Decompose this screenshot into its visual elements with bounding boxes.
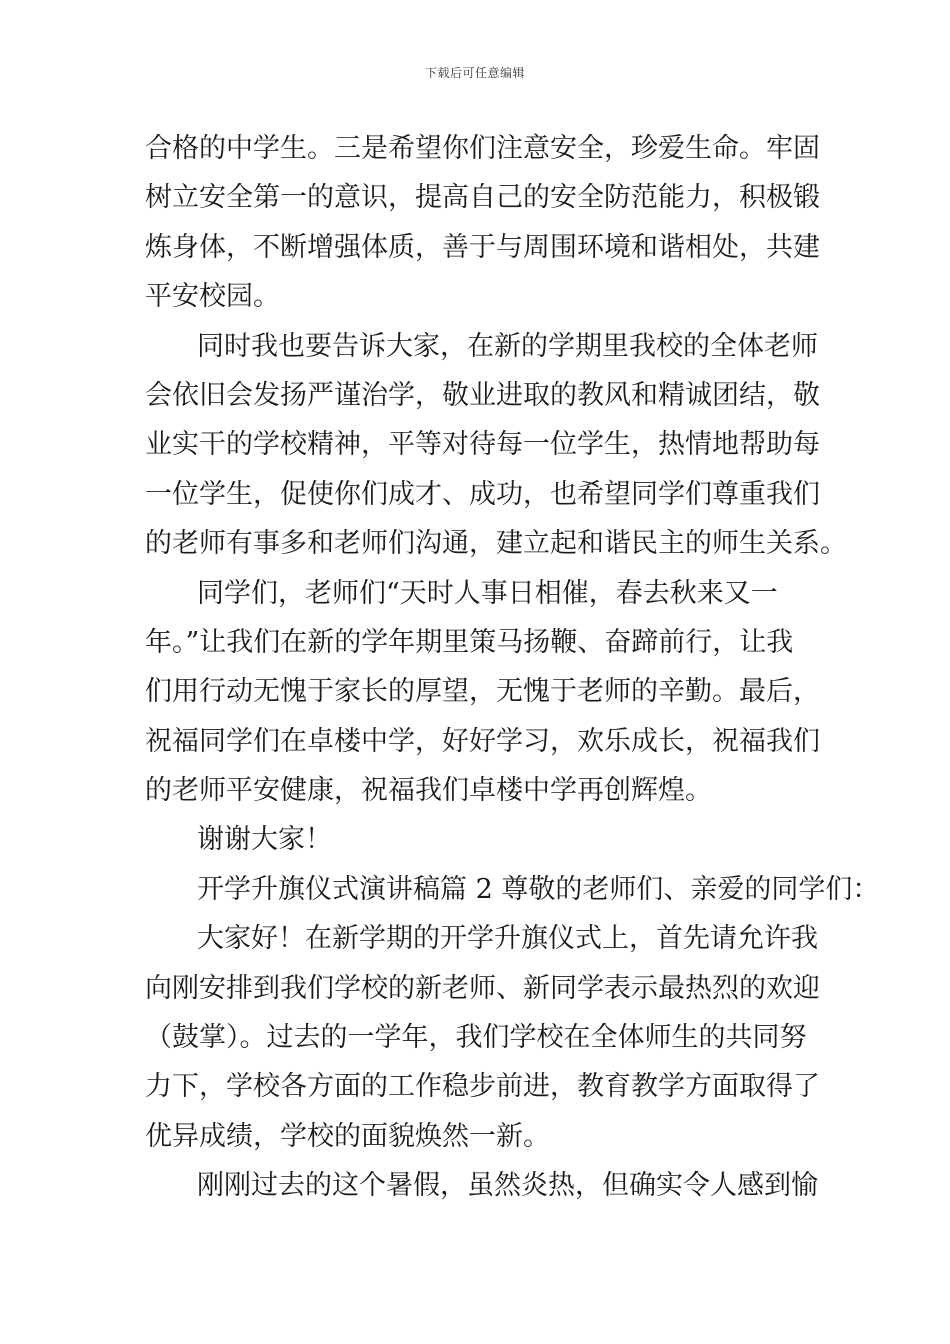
text-line: 同时我也要告诉大家，在新的学期里我校的全体老师	[197, 330, 818, 362]
text-line: 祝福同学们在卓楼中学，好好学习，欢乐成长，祝福我们	[145, 725, 820, 757]
text-line: 力下，学校各方面的工作稳步前进，教育教学方面取得了	[145, 1071, 820, 1103]
text-line: （鼓掌）。过去的一学年，我们学校在全体师生的共同努	[145, 1022, 807, 1054]
text-line: 平安校园。	[145, 281, 280, 313]
text-line: 合格的中学生。三是希望你们注意安全，珍爱生命。牢固	[145, 133, 820, 164]
document-body	[145, 124, 880, 1211]
text-line: 的老师有事多和老师们沟通，建立起和谐民主的师生关系。	[145, 528, 847, 560]
text-line: 开学升旗仪式演讲稿篇 2 尊敬的老师们、亲爱的同学们：	[197, 873, 880, 905]
text-line: 炼身体，不断增强体质，善于与周围环境和谐相处，共建	[145, 231, 820, 263]
text-line: 们用行动无愧于家长的厚望，无愧于老师的辛勤。最后，	[145, 676, 820, 708]
text-line: 大家好！在新学期的开学升旗仪式上，首先请允许我	[197, 923, 818, 955]
text-line: 向刚安排到我们学校的新老师、新同学表示最热烈的欢迎	[145, 972, 820, 1004]
text-line: 业实干的学校精神，平等对待每一位学生，热情地帮助每	[145, 429, 820, 461]
text-line: 优异成绩，学校的面貌焕然一新。	[145, 1120, 550, 1152]
text-line: 刚刚过去的这个暑假，虽然炎热，但确实令人感到愉	[197, 1170, 818, 1202]
text-line: 谢谢大家！	[197, 824, 332, 856]
text-line: 树立安全第一的意识，提高自己的安全防范能力，积极锻	[145, 182, 820, 214]
text-line: 会依旧会发扬严谨治学，敬业进取的教风和精诚团结，敬	[145, 379, 820, 411]
text-line: 一位学生，促使你们成才、成功，也希望同学们尊重我们	[145, 478, 820, 510]
page-header: 下载后可任意编辑	[424, 66, 525, 80]
text-line: 同学们，老师们“天时人事日相催，春去秋来又一	[197, 577, 778, 609]
text-line: 的老师平安健康，祝福我们卓楼中学再创辉煌。	[145, 775, 712, 807]
text-line: 年。”让我们在新的学年期里策马扬鞭、奋蹄前行，让我	[145, 626, 794, 658]
